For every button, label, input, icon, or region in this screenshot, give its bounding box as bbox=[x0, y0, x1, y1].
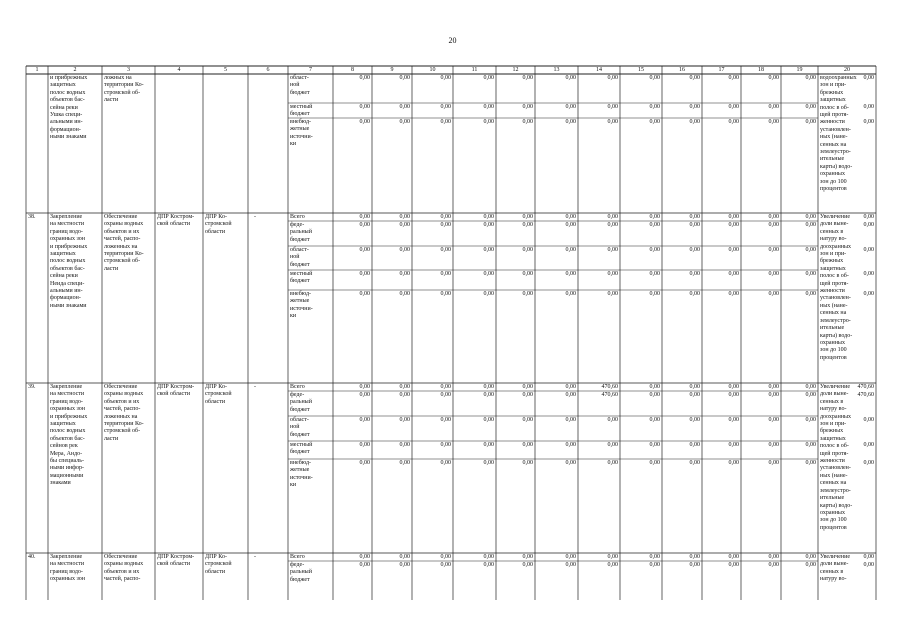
measure-39-value: 0,00 bbox=[359, 442, 370, 448]
measure-39-value: 0,00 bbox=[649, 417, 660, 423]
measure-39-value: 470,60 bbox=[857, 392, 874, 398]
measure-39-number: 39. bbox=[28, 384, 36, 390]
measure-39-value: 0,00 bbox=[689, 384, 700, 390]
measure-38-value: 0,00 bbox=[483, 222, 494, 228]
measure-39-value: 0,00 bbox=[483, 384, 494, 390]
measure-38-value: 0,00 bbox=[522, 271, 533, 277]
measure-39-row-label: местный бюджет bbox=[290, 442, 313, 456]
measure-39-value: 0,00 bbox=[483, 442, 494, 448]
continued-value: 0,00 bbox=[565, 104, 576, 110]
measure-40-indicator: Увеличение доли выне- сенных в натуру во- bbox=[820, 554, 851, 583]
measure-39-value: 0,00 bbox=[399, 442, 410, 448]
continued-value: 0,00 bbox=[565, 75, 576, 81]
continued-value: 0,00 bbox=[565, 119, 576, 125]
measure-38-value: 0,00 bbox=[440, 222, 451, 228]
measure-38-value: 0,00 bbox=[728, 271, 739, 277]
measure-39-row-label: внебюд- жетные источни- ки bbox=[290, 460, 313, 489]
continued-value: 0,00 bbox=[768, 119, 779, 125]
measure-39-value: 0,00 bbox=[768, 392, 779, 398]
measure-38-value: 0,00 bbox=[805, 271, 816, 277]
measure-40-value: 0,00 bbox=[359, 554, 370, 560]
measure-39-task: Обеспечение охраны водных объектов и их частей, распо- ложенных на территории Ко- стромской об- ласти bbox=[104, 384, 144, 442]
measure-39-value: 0,00 bbox=[728, 442, 739, 448]
measure-39-value: 0,00 bbox=[359, 384, 370, 390]
measure-39-value: 0,00 bbox=[399, 417, 410, 423]
measure-38-value: 0,00 bbox=[649, 222, 660, 228]
measure-38-value: 0,00 bbox=[805, 214, 816, 220]
measure-38-value: 0,00 bbox=[483, 214, 494, 220]
measure-38-value: 0,00 bbox=[359, 222, 370, 228]
measure-39-value: 0,00 bbox=[863, 442, 874, 448]
measure-40-value: 0,00 bbox=[522, 554, 533, 560]
measure-40-value: 0,00 bbox=[768, 554, 779, 560]
measure-39-value: 0,00 bbox=[689, 460, 700, 466]
continued-value: 0,00 bbox=[649, 104, 660, 110]
measure-39-value: 0,00 bbox=[522, 442, 533, 448]
measure-38-value: 0,00 bbox=[607, 214, 618, 220]
measure-40-value: 0,00 bbox=[565, 562, 576, 568]
continued-row-label: внебюд- жетные источни- ки bbox=[290, 119, 313, 148]
measure-38-value: 0,00 bbox=[689, 222, 700, 228]
measure-40-value: 0,00 bbox=[399, 562, 410, 568]
measure-39-value: 470,60 bbox=[857, 384, 874, 390]
column-header-2: 2 bbox=[73, 66, 77, 73]
measure-38-row-label: Всего bbox=[290, 214, 305, 220]
measure-38-value: 0,00 bbox=[565, 247, 576, 253]
measure-38-value: 0,00 bbox=[805, 291, 816, 297]
measure-39-value: 0,00 bbox=[359, 392, 370, 398]
column-header-17: 17 bbox=[718, 66, 725, 73]
measure-40-value: 0,00 bbox=[440, 562, 451, 568]
measure-38-value: 0,00 bbox=[728, 222, 739, 228]
measure-40-value: 0,00 bbox=[863, 554, 874, 560]
measure-38-value: 0,00 bbox=[359, 214, 370, 220]
measure-38-row-label: област- ной бюджет bbox=[290, 247, 310, 268]
measure-40-value: 0,00 bbox=[565, 554, 576, 560]
measure-39-value: 0,00 bbox=[565, 442, 576, 448]
measure-40-value: 0,00 bbox=[689, 562, 700, 568]
measure-38-value: 0,00 bbox=[565, 222, 576, 228]
measure-40-row-label: феде- ральный бюджет bbox=[290, 562, 312, 583]
measure-39-value: 0,00 bbox=[399, 460, 410, 466]
measure-38-value: 0,00 bbox=[728, 247, 739, 253]
measure-39-value: 0,00 bbox=[607, 417, 618, 423]
measure-40-value: 0,00 bbox=[863, 562, 874, 568]
measure-39-value: 0,00 bbox=[522, 392, 533, 398]
measure-40-value: 0,00 bbox=[483, 562, 494, 568]
measure-39-value: 0,00 bbox=[863, 417, 874, 423]
measure-38-value: 0,00 bbox=[483, 271, 494, 277]
measure-38-value: 0,00 bbox=[522, 222, 533, 228]
measure-39-value: 0,00 bbox=[440, 417, 451, 423]
measure-39-name: Закрепление на местности границ водо- охранных зон и прибрежных защитных полос водных объектов бас- сейнов рек Мера, Андо- бы специаль- ными инфор- мационными знаками bbox=[50, 384, 88, 487]
continued-value: 0,00 bbox=[768, 75, 779, 81]
measure-40-value: 0,00 bbox=[649, 554, 660, 560]
measure-38-value: 0,00 bbox=[440, 247, 451, 253]
measure-40-row-label: Всего bbox=[290, 554, 305, 560]
measure-38-value: 0,00 bbox=[483, 247, 494, 253]
measure-39-value: 0,00 bbox=[728, 384, 739, 390]
column-header-14: 14 bbox=[596, 66, 602, 73]
measure-39-value: 0,00 bbox=[399, 392, 410, 398]
measure-39-deadline: - bbox=[254, 384, 256, 390]
measure-38-value: 0,00 bbox=[805, 222, 816, 228]
continued-indicator: водоохранных зон и при- брежных защитных полос в об- щей протя- женности установлен- ных (нане- сенных на землеустро- ительные карты) водо- охранных зон до 100 процентов bbox=[820, 75, 857, 193]
measure-40-value: 0,00 bbox=[607, 554, 618, 560]
measure-40-value: 0,00 bbox=[805, 562, 816, 568]
measure-38-value: 0,00 bbox=[607, 247, 618, 253]
continued-value: 0,00 bbox=[607, 119, 618, 125]
measure-39-value: 0,00 bbox=[359, 460, 370, 466]
measure-40-deadline: - bbox=[254, 554, 256, 560]
measure-39-value: 0,00 bbox=[689, 417, 700, 423]
column-header-1: 1 bbox=[35, 66, 39, 73]
measure-38-value: 0,00 bbox=[863, 291, 874, 297]
measure-38-value: 0,00 bbox=[359, 271, 370, 277]
continued-value: 0,00 bbox=[399, 119, 410, 125]
measure-40-value: 0,00 bbox=[768, 562, 779, 568]
measure-39-executor: ДПР Ко- стромской области bbox=[205, 384, 232, 405]
measure-38-value: 0,00 bbox=[440, 214, 451, 220]
continued-value: 0,00 bbox=[649, 119, 660, 125]
measure-39-value: 0,00 bbox=[565, 460, 576, 466]
measure-38-value: 0,00 bbox=[728, 291, 739, 297]
measure-38-value: 0,00 bbox=[522, 247, 533, 253]
measure-38-value: 0,00 bbox=[399, 214, 410, 220]
measure-39-value: 0,00 bbox=[728, 392, 739, 398]
measure-39-value: 0,00 bbox=[359, 417, 370, 423]
measure-38-indicator: Увеличение доли выне- сенных в натуру во- доохранных зон и при- брежных защитных полос в об- щей протя- женности установлен- ных (нане- сенных на землеустро- ительные карты) водо- охранных зон до 100 процентов bbox=[820, 214, 853, 361]
measure-38-value: 0,00 bbox=[399, 271, 410, 277]
column-header-3: 3 bbox=[127, 66, 130, 73]
measure-38-value: 0,00 bbox=[399, 291, 410, 297]
continued-value: 0,00 bbox=[359, 119, 370, 125]
continued-value: 0,00 bbox=[440, 119, 451, 125]
measure-38-value: 0,00 bbox=[522, 214, 533, 220]
continued-value: 0,00 bbox=[607, 75, 618, 81]
measure-39-value: 0,00 bbox=[440, 460, 451, 466]
measure-38-value: 0,00 bbox=[768, 222, 779, 228]
measure-38-value: 0,00 bbox=[649, 214, 660, 220]
measure-39-value: 0,00 bbox=[440, 442, 451, 448]
continued-row-label: местный бюджет bbox=[290, 104, 313, 118]
continued-value: 0,00 bbox=[863, 104, 874, 110]
measure-39-value: 0,00 bbox=[805, 417, 816, 423]
measure-38-value: 0,00 bbox=[805, 247, 816, 253]
measure-39-value: 0,00 bbox=[649, 460, 660, 466]
column-header-15: 15 bbox=[638, 66, 644, 73]
measure-39-value: 0,00 bbox=[649, 384, 660, 390]
measure-40-value: 0,00 bbox=[399, 554, 410, 560]
measure-39-value: 0,00 bbox=[805, 442, 816, 448]
measure-38-value: 0,00 bbox=[399, 247, 410, 253]
measure-38-value: 0,00 bbox=[768, 291, 779, 297]
measure-39-value: 0,00 bbox=[805, 384, 816, 390]
column-header-8: 8 bbox=[351, 66, 354, 73]
continued-value: 0,00 bbox=[728, 119, 739, 125]
continued-value: 0,00 bbox=[689, 119, 700, 125]
measure-39-value: 0,00 bbox=[768, 460, 779, 466]
column-header-13: 13 bbox=[553, 66, 560, 73]
measure-39-row-label: Всего bbox=[290, 384, 305, 390]
measure-39-value: 0,00 bbox=[483, 392, 494, 398]
measure-40-value: 0,00 bbox=[649, 562, 660, 568]
measure-38-row-label: внебюд- жетные источни- ки bbox=[290, 291, 313, 320]
measure-38-value: 0,00 bbox=[863, 214, 874, 220]
measure-38-value: 0,00 bbox=[565, 214, 576, 220]
continued-value: 0,00 bbox=[768, 104, 779, 110]
column-header-7: 7 bbox=[309, 66, 312, 73]
measure-39-value: 0,00 bbox=[689, 442, 700, 448]
measure-39-row-label: феде- ральный бюджет bbox=[290, 392, 312, 413]
continued-value: 0,00 bbox=[522, 104, 533, 110]
measure-38-value: 0,00 bbox=[649, 291, 660, 297]
measure-39-value: 0,00 bbox=[440, 384, 451, 390]
measure-39-value: 0,00 bbox=[522, 460, 533, 466]
measure-39-value: 0,00 bbox=[805, 460, 816, 466]
measure-39-value: 0,00 bbox=[728, 460, 739, 466]
measure-38-value: 0,00 bbox=[607, 291, 618, 297]
measure-39-value: 0,00 bbox=[522, 417, 533, 423]
continued-value: 0,00 bbox=[522, 119, 533, 125]
measure-38-number: 38. bbox=[28, 214, 36, 220]
measure-40-customer: ДПР Костром- ской области bbox=[157, 554, 195, 568]
continued-value: 0,00 bbox=[728, 75, 739, 81]
measure-39-customer: ДПР Костром- ской области bbox=[157, 384, 195, 398]
continued-value: 0,00 bbox=[607, 104, 618, 110]
measure-38-value: 0,00 bbox=[522, 291, 533, 297]
measure-38-row-label: феде- ральный бюджет bbox=[290, 222, 312, 243]
column-header-5: 5 bbox=[224, 66, 227, 73]
measure-38-value: 0,00 bbox=[483, 291, 494, 297]
measure-38-value: 0,00 bbox=[649, 271, 660, 277]
measure-38-value: 0,00 bbox=[768, 247, 779, 253]
measure-39-value: 0,00 bbox=[483, 460, 494, 466]
measure-38-value: 0,00 bbox=[607, 222, 618, 228]
measure-39-row-label: област- ной бюджет bbox=[290, 417, 310, 438]
continued-row-label: област- ной бюджет bbox=[290, 75, 310, 96]
continued-task-name: ложных на территории Ко- стромской об- ласти bbox=[104, 75, 144, 104]
measure-38-customer: ДПР Костром- ской области bbox=[157, 214, 195, 228]
measure-38-value: 0,00 bbox=[728, 214, 739, 220]
column-header-12: 12 bbox=[512, 66, 519, 73]
measure-38-value: 0,00 bbox=[689, 291, 700, 297]
measure-38-value: 0,00 bbox=[359, 291, 370, 297]
measure-39-value: 470,60 bbox=[601, 384, 618, 390]
continued-value: 0,00 bbox=[440, 75, 451, 81]
continued-value: 0,00 bbox=[522, 75, 533, 81]
continued-value: 0,00 bbox=[649, 75, 660, 81]
measure-38-value: 0,00 bbox=[863, 271, 874, 277]
measure-39-value: 0,00 bbox=[607, 442, 618, 448]
measure-38-value: 0,00 bbox=[649, 247, 660, 253]
measure-39-value: 0,00 bbox=[440, 392, 451, 398]
measure-40-value: 0,00 bbox=[607, 562, 618, 568]
measure-40-name: Закрепление на местности границ водо- охранных зон bbox=[50, 554, 86, 583]
continued-value: 0,00 bbox=[805, 104, 816, 110]
measure-40-task: Обеспечение охраны водных объектов и их частей, распо- bbox=[104, 554, 144, 583]
measure-39-indicator: Увеличение доли выне- сенных в натуру во- доохранных зон и при- брежных защитных полос в об- щей протя- женности установлен- ных (нане- сенных на землеустро- ительные карты) водо- охранных зон до 100 процентов bbox=[820, 384, 853, 531]
measure-40-value: 0,00 bbox=[440, 554, 451, 560]
measure-39-value: 0,00 bbox=[689, 392, 700, 398]
continued-value: 0,00 bbox=[689, 75, 700, 81]
measure-39-value: 0,00 bbox=[768, 417, 779, 423]
measure-40-value: 0,00 bbox=[805, 554, 816, 560]
measure-39-value: 470,60 bbox=[601, 392, 618, 398]
measure-38-value: 0,00 bbox=[768, 271, 779, 277]
measure-39-value: 0,00 bbox=[522, 384, 533, 390]
column-header-9: 9 bbox=[390, 66, 394, 73]
continued-value: 0,00 bbox=[483, 104, 494, 110]
measure-38-value: 0,00 bbox=[689, 271, 700, 277]
measure-40-value: 0,00 bbox=[522, 562, 533, 568]
continued-measure-name: и прибрежных защитных полос водных объектов бас- сейна реки Ушка специ- альными ин- формацион- ными знаками bbox=[50, 75, 88, 141]
measure-38-name: Закрепление на местности границ водо- охранных зон и прибрежных защитных полос водных объектов бас- сейна реки Неида специ- альными ин- формацион- ными знаками bbox=[50, 214, 88, 309]
measure-38-value: 0,00 bbox=[440, 271, 451, 277]
continued-value: 0,00 bbox=[728, 104, 739, 110]
measure-38-deadline: - bbox=[254, 214, 256, 220]
measure-39-value: 0,00 bbox=[607, 460, 618, 466]
continued-value: 0,00 bbox=[359, 75, 370, 81]
continued-value: 0,00 bbox=[440, 104, 451, 110]
continued-value: 0,00 bbox=[483, 75, 494, 81]
measure-38-value: 0,00 bbox=[768, 214, 779, 220]
measure-39-value: 0,00 bbox=[805, 392, 816, 398]
continued-value: 0,00 bbox=[805, 75, 816, 81]
continued-value: 0,00 bbox=[399, 104, 410, 110]
measure-40-value: 0,00 bbox=[689, 554, 700, 560]
continued-value: 0,00 bbox=[689, 104, 700, 110]
measure-38-value: 0,00 bbox=[565, 291, 576, 297]
continued-value: 0,00 bbox=[359, 104, 370, 110]
measure-39-value: 0,00 bbox=[649, 442, 660, 448]
measure-40-value: 0,00 bbox=[728, 562, 739, 568]
measure-38-value: 0,00 bbox=[863, 247, 874, 253]
column-header-19: 19 bbox=[796, 66, 803, 73]
measure-39-value: 0,00 bbox=[649, 392, 660, 398]
measure-38-executor: ДПР Ко- стромской области bbox=[205, 214, 232, 235]
column-header-11: 11 bbox=[471, 66, 478, 73]
column-header-20: 20 bbox=[844, 66, 850, 73]
continued-value: 0,00 bbox=[399, 75, 410, 81]
column-header-6: 6 bbox=[266, 66, 270, 73]
column-header-4: 4 bbox=[177, 66, 181, 73]
column-header-18: 18 bbox=[758, 66, 764, 73]
measure-38-value: 0,00 bbox=[440, 291, 451, 297]
measure-40-value: 0,00 bbox=[728, 554, 739, 560]
measure-38-task: Обеспечение охраны водных объектов и их частей, распо- ложенных на территории Ко- стромской об- ласти bbox=[104, 214, 144, 272]
measure-38-value: 0,00 bbox=[565, 271, 576, 277]
measure-40-value: 0,00 bbox=[483, 554, 494, 560]
measure-39-value: 0,00 bbox=[399, 384, 410, 390]
measure-39-value: 0,00 bbox=[863, 460, 874, 466]
measure-38-value: 0,00 bbox=[689, 214, 700, 220]
measure-38-value: 0,00 bbox=[607, 271, 618, 277]
column-header-16: 16 bbox=[679, 66, 685, 73]
measure-39-value: 0,00 bbox=[565, 384, 576, 390]
continued-value: 0,00 bbox=[483, 119, 494, 125]
measure-40-value: 0,00 bbox=[359, 562, 370, 568]
page-number: 20 bbox=[448, 36, 457, 45]
measure-39-value: 0,00 bbox=[565, 417, 576, 423]
measure-40-number: 40. bbox=[28, 554, 36, 560]
measure-38-value: 0,00 bbox=[359, 247, 370, 253]
measure-38-row-label: местный бюджет bbox=[290, 271, 313, 285]
measure-39-value: 0,00 bbox=[483, 417, 494, 423]
measure-39-value: 0,00 bbox=[728, 417, 739, 423]
measure-39-value: 0,00 bbox=[565, 392, 576, 398]
measure-38-value: 0,00 bbox=[863, 222, 874, 228]
measure-38-value: 0,00 bbox=[399, 222, 410, 228]
measure-39-value: 0,00 bbox=[768, 384, 779, 390]
continued-value: 0,00 bbox=[863, 75, 874, 81]
measure-40-executor: ДПР Ко- стромской области bbox=[205, 554, 232, 575]
continued-value: 0,00 bbox=[863, 119, 874, 125]
measure-39-value: 0,00 bbox=[768, 442, 779, 448]
column-header-10: 10 bbox=[429, 66, 436, 73]
continued-value: 0,00 bbox=[805, 119, 816, 125]
measure-38-value: 0,00 bbox=[689, 247, 700, 253]
